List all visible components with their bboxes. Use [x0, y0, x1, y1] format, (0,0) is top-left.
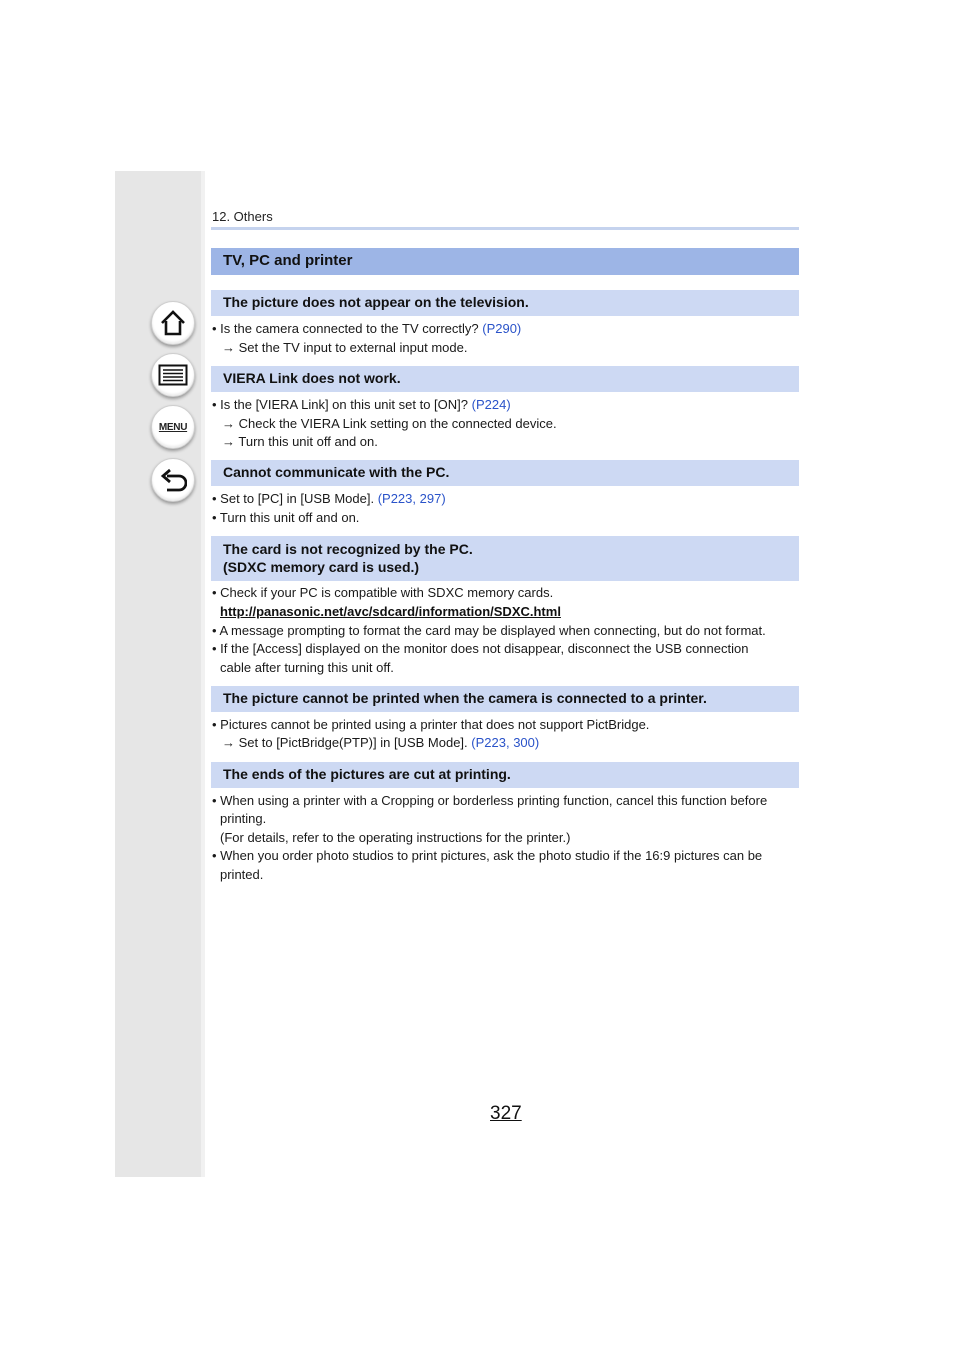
back-button[interactable] [151, 458, 195, 502]
section-heading-viera: VIERA Link does not work. [211, 366, 799, 392]
reference-separator: , [505, 735, 514, 750]
table-of-contents-icon [158, 364, 188, 386]
page-number: 327 [490, 1103, 522, 1124]
reference-separator: , [412, 491, 420, 506]
sdxc-url-link[interactable]: http://panasonic.net/avc/sdcard/information/SDXC.html [220, 604, 561, 619]
list-item: cable after turning this unit off. [220, 660, 394, 675]
section-heading-card [211, 536, 799, 581]
list-item: • When using a printer with a Cropping or borderless printing function, cancel this function before [212, 793, 768, 808]
list-item: → Turn this unit off and on. [222, 434, 378, 449]
list-item: (For details, refer to the operating instructions for the printer.) [220, 830, 571, 845]
menu-button[interactable] [151, 405, 195, 449]
menu-label: MENU [158, 421, 188, 433]
home-icon [159, 309, 187, 337]
sidebar-edge [201, 171, 205, 1177]
list-item: • Is the camera connected to the TV correctly? (P290) [212, 321, 522, 336]
list-item: • Set to [PC] in [USB Mode]. (P223, 297) [212, 491, 446, 506]
header-rule [211, 227, 799, 230]
section-heading-cut: The ends of the pictures are cut at printing. [211, 762, 799, 788]
page-reference-link[interactable]: 300) [513, 735, 540, 750]
page-title: TV, PC and printer [211, 248, 799, 275]
page-reference-link[interactable]: (P224) [471, 397, 511, 412]
section-heading-line: (SDXC memory card is used.) [223, 559, 420, 575]
table-of-contents-button[interactable] [151, 353, 195, 397]
list-item: • If the [Access] displayed on the monitor does not disappear, disconnect the USB connection [212, 641, 749, 656]
list-item: printed. [220, 867, 264, 882]
list-item: • Turn this unit off and on. [212, 510, 360, 525]
section-heading-pc: Cannot communicate with the PC. [211, 460, 799, 486]
home-button[interactable] [151, 301, 195, 345]
list-item: • When you order photo studios to print pictures, ask the photo studio if the 16:9 pictures can be [212, 848, 763, 863]
page-reference-link[interactable]: (P223 [377, 491, 413, 506]
list-item: • Is the [VIERA Link] on this unit set to [ON]? (P224) [212, 397, 511, 412]
list-item: • Check if your PC is compatible with SDXC memory cards. [212, 585, 554, 600]
page-reference-link[interactable]: 297) [419, 491, 446, 506]
list-item: printing. [220, 811, 267, 826]
list-item: • Pictures cannot be printed using a printer that does not support PictBridge. [212, 717, 650, 732]
section-heading-line: The card is not recognized by the PC. [223, 541, 473, 557]
return-icon [159, 467, 187, 493]
chapter-header: 12. Others [212, 209, 273, 224]
section-heading-tv: The picture does not appear on the television. [211, 290, 799, 316]
list-item: → Set the TV input to external input mode. [222, 340, 468, 355]
page-reference-link[interactable]: (P223 [471, 735, 506, 750]
list-item: → Set to [PictBridge(PTP)] in [USB Mode]. (P223, 300) [222, 735, 540, 750]
section-heading-printer: The picture cannot be printed when the camera is connected to a printer. [211, 686, 799, 712]
list-item: → Check the VIERA Link setting on the connected device. [222, 416, 557, 431]
page-reference-link[interactable]: (P290) [482, 321, 522, 336]
list-item: • A message prompting to format the card may be displayed when connecting, but do not format. [212, 623, 766, 638]
